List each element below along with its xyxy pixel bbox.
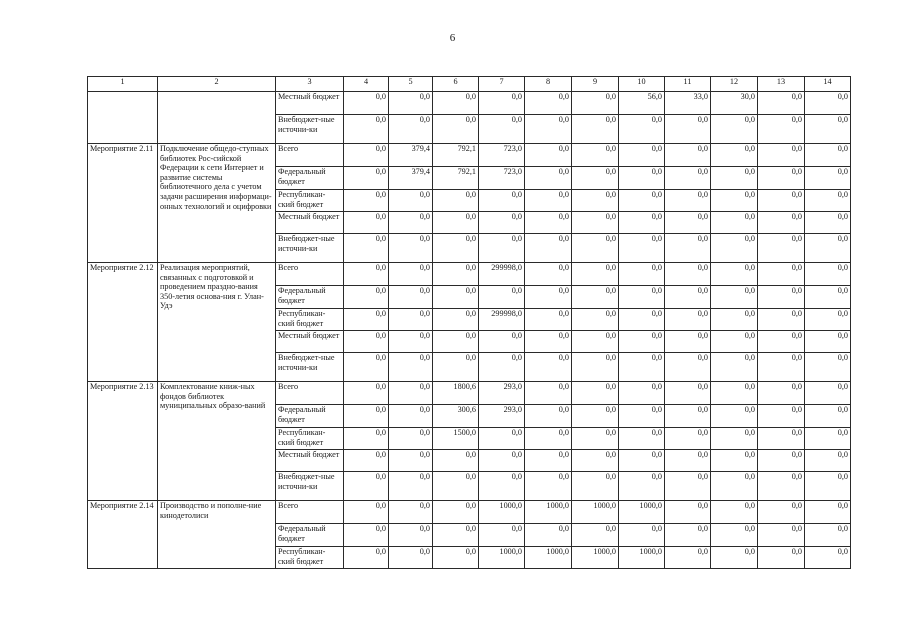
value-cell: 1000,0: [525, 501, 572, 524]
event-code-cell: Мероприятие 2.13: [88, 382, 158, 501]
value-cell: 0,0: [389, 547, 433, 569]
value-cell: 0,0: [758, 405, 805, 428]
value-cell: 1000,0: [525, 547, 572, 569]
budget-table: [87, 76, 851, 569]
value-cell: 0,0: [711, 382, 758, 405]
value-cell: 0,0: [758, 331, 805, 353]
column-header: 5: [389, 77, 433, 92]
value-cell: 0,0: [619, 524, 665, 547]
value-cell: 0,0: [389, 115, 433, 144]
value-cell: 0,0: [389, 382, 433, 405]
value-cell: 1800,6: [433, 382, 479, 405]
value-cell: 30,0: [711, 92, 758, 115]
funding-source-cell: Всего: [276, 501, 344, 524]
value-cell: 0,0: [619, 450, 665, 472]
value-cell: 0,0: [805, 263, 851, 286]
value-cell: 0,0: [711, 115, 758, 144]
value-cell: 0,0: [758, 115, 805, 144]
value-cell: 0,0: [665, 234, 711, 263]
value-cell: 0,0: [711, 190, 758, 212]
column-header: 1: [88, 77, 158, 92]
value-cell: 1000,0: [619, 501, 665, 524]
value-cell: 0,0: [805, 286, 851, 309]
value-cell: 0,0: [433, 309, 479, 331]
value-cell: 0,0: [665, 309, 711, 331]
value-cell: 0,0: [572, 524, 619, 547]
funding-source-cell: Местный бюджет: [276, 92, 344, 115]
value-cell: 0,0: [479, 353, 525, 382]
funding-source-cell: Внебюджет-ные источни-ки: [276, 353, 344, 382]
value-cell: 723,0: [479, 144, 525, 167]
funding-source-cell: Внебюджет-ные источни-ки: [276, 115, 344, 144]
value-cell: 0,0: [389, 524, 433, 547]
value-cell: 0,0: [525, 309, 572, 331]
funding-source-cell: Внебюджет-ные источни-ки: [276, 234, 344, 263]
column-header: 14: [805, 77, 851, 92]
value-cell: 0,0: [344, 263, 389, 286]
value-cell: 0,0: [344, 450, 389, 472]
value-cell: 0,0: [758, 92, 805, 115]
column-header: 2: [158, 77, 276, 92]
value-cell: 0,0: [758, 524, 805, 547]
value-cell: 0,0: [805, 353, 851, 382]
value-cell: 0,0: [619, 309, 665, 331]
value-cell: 0,0: [389, 190, 433, 212]
value-cell: 0,0: [572, 92, 619, 115]
value-cell: 0,0: [479, 428, 525, 450]
value-cell: 0,0: [758, 234, 805, 263]
value-cell: 0,0: [572, 309, 619, 331]
value-cell: 0,0: [344, 428, 389, 450]
value-cell: 0,0: [479, 92, 525, 115]
value-cell: 0,0: [572, 472, 619, 501]
value-cell: 0,0: [433, 286, 479, 309]
value-cell: 0,0: [389, 405, 433, 428]
value-cell: 792,1: [433, 144, 479, 167]
funding-source-cell: Республикан-ский бюджет: [276, 547, 344, 569]
value-cell: 56,0: [619, 92, 665, 115]
event-name-cell: Подключение общедо-ступных библиотек Рос-сийской Федерации к сети Интернет и развитие системы библиотечного дела с учетом задачи расширения информаци-онных технологий и оцифровки: [158, 144, 276, 263]
value-cell: 0,0: [344, 547, 389, 569]
value-cell: 0,0: [711, 286, 758, 309]
value-cell: 0,0: [389, 286, 433, 309]
value-cell: 0,0: [525, 92, 572, 115]
value-cell: 0,0: [344, 286, 389, 309]
value-cell: 0,0: [572, 405, 619, 428]
value-cell: 0,0: [344, 405, 389, 428]
value-cell: 0,0: [665, 353, 711, 382]
value-cell: 0,0: [805, 405, 851, 428]
value-cell: 0,0: [433, 472, 479, 501]
value-cell: 0,0: [758, 428, 805, 450]
value-cell: 0,0: [433, 92, 479, 115]
value-cell: 0,0: [433, 263, 479, 286]
value-cell: 0,0: [572, 144, 619, 167]
value-cell: 0,0: [619, 286, 665, 309]
value-cell: 0,0: [525, 353, 572, 382]
value-cell: 0,0: [344, 234, 389, 263]
value-cell: 0,0: [619, 212, 665, 234]
value-cell: 0,0: [758, 190, 805, 212]
table-row: [88, 382, 851, 405]
value-cell: 0,0: [525, 472, 572, 501]
table-row: [88, 92, 851, 115]
value-cell: 0,0: [758, 167, 805, 190]
value-cell: 0,0: [389, 353, 433, 382]
funding-source-cell: Республикан-ский бюджет: [276, 190, 344, 212]
value-cell: 0,0: [805, 92, 851, 115]
event-name-cell: Производство и пополне-ние кинодетолиси: [158, 501, 276, 569]
value-cell: 0,0: [479, 286, 525, 309]
value-cell: 0,0: [619, 353, 665, 382]
value-cell: 0,0: [758, 501, 805, 524]
value-cell: 0,0: [711, 167, 758, 190]
value-cell: 0,0: [433, 115, 479, 144]
value-cell: 0,0: [711, 501, 758, 524]
value-cell: 0,0: [758, 353, 805, 382]
value-cell: 0,0: [479, 190, 525, 212]
value-cell: 0,0: [665, 286, 711, 309]
value-cell: 0,0: [572, 428, 619, 450]
value-cell: 0,0: [479, 234, 525, 263]
value-cell: 0,0: [525, 382, 572, 405]
funding-source-cell: Федеральный бюджет: [276, 524, 344, 547]
value-cell: 0,0: [479, 472, 525, 501]
value-cell: 0,0: [344, 309, 389, 331]
value-cell: 0,0: [525, 212, 572, 234]
value-cell: 0,0: [619, 331, 665, 353]
value-cell: 0,0: [525, 405, 572, 428]
funding-source-cell: Всего: [276, 382, 344, 405]
value-cell: 0,0: [344, 144, 389, 167]
funding-source-cell: Федеральный бюджет: [276, 405, 344, 428]
value-cell: 1000,0: [479, 547, 525, 569]
value-cell: 0,0: [389, 501, 433, 524]
value-cell: 0,0: [572, 353, 619, 382]
value-cell: 0,0: [711, 524, 758, 547]
event-name-cell: Комплектование книж-ных фондов библиотек муниципальных образо-ваний: [158, 382, 276, 501]
value-cell: 0,0: [525, 286, 572, 309]
value-cell: 0,0: [344, 212, 389, 234]
value-cell: 0,0: [433, 190, 479, 212]
value-cell: 0,0: [665, 263, 711, 286]
value-cell: 0,0: [433, 234, 479, 263]
funding-source-cell: Местный бюджет: [276, 331, 344, 353]
value-cell: 0,0: [525, 115, 572, 144]
value-cell: 0,0: [619, 263, 665, 286]
column-header: 11: [665, 77, 711, 92]
value-cell: 0,0: [525, 234, 572, 263]
value-cell: 0,0: [572, 167, 619, 190]
funding-source-cell: Внебюджет-ные источни-ки: [276, 472, 344, 501]
value-cell: 0,0: [572, 286, 619, 309]
value-cell: 0,0: [525, 190, 572, 212]
value-cell: 0,0: [572, 450, 619, 472]
value-cell: 0,0: [758, 212, 805, 234]
value-cell: 0,0: [344, 92, 389, 115]
value-cell: 0,0: [344, 353, 389, 382]
value-cell: 0,0: [665, 382, 711, 405]
value-cell: 0,0: [572, 331, 619, 353]
funding-source-cell: Федеральный бюджет: [276, 286, 344, 309]
value-cell: 0,0: [805, 472, 851, 501]
value-cell: 0,0: [619, 115, 665, 144]
value-cell: 0,0: [389, 309, 433, 331]
value-cell: 0,0: [344, 524, 389, 547]
value-cell: 0,0: [805, 501, 851, 524]
event-name-cell: Реализация мероприятий, связанных с подготовкой и проведением праздно-вания 350-летия основа-ния г. Улан-Удэ: [158, 263, 276, 382]
value-cell: 792,1: [433, 167, 479, 190]
value-cell: 0,0: [711, 309, 758, 331]
value-cell: 0,0: [805, 234, 851, 263]
value-cell: 0,0: [619, 472, 665, 501]
value-cell: 0,0: [344, 382, 389, 405]
value-cell: 0,0: [805, 547, 851, 569]
continuation-event-cell: [88, 92, 158, 144]
value-cell: 1000,0: [479, 501, 525, 524]
column-header: 10: [619, 77, 665, 92]
value-cell: 0,0: [619, 405, 665, 428]
value-cell: 0,0: [805, 524, 851, 547]
value-cell: 0,0: [665, 547, 711, 569]
page-number: 6: [449, 32, 456, 44]
value-cell: 0,0: [433, 353, 479, 382]
value-cell: 0,0: [619, 167, 665, 190]
column-header: 9: [572, 77, 619, 92]
column-header: 6: [433, 77, 479, 92]
value-cell: 0,0: [665, 212, 711, 234]
value-cell: 0,0: [758, 144, 805, 167]
value-cell: 0,0: [805, 309, 851, 331]
value-cell: 1500,0: [433, 428, 479, 450]
funding-source-cell: Республикан-ский бюджет: [276, 428, 344, 450]
value-cell: 0,0: [619, 382, 665, 405]
value-cell: 0,0: [805, 115, 851, 144]
value-cell: 0,0: [344, 167, 389, 190]
funding-source-cell: Федеральный бюджет: [276, 167, 344, 190]
value-cell: 1000,0: [572, 547, 619, 569]
header-row: [88, 77, 851, 92]
value-cell: 0,0: [525, 428, 572, 450]
value-cell: 0,0: [805, 331, 851, 353]
value-cell: 0,0: [525, 450, 572, 472]
continuation-desc-cell: [158, 92, 276, 144]
value-cell: 300,6: [433, 405, 479, 428]
value-cell: 0,0: [805, 450, 851, 472]
value-cell: 0,0: [665, 405, 711, 428]
value-cell: 1000,0: [572, 501, 619, 524]
event-code-cell: Мероприятие 2.14: [88, 501, 158, 569]
value-cell: 299998,0: [479, 309, 525, 331]
value-cell: 0,0: [619, 428, 665, 450]
value-cell: 0,0: [479, 115, 525, 144]
value-cell: 0,0: [665, 144, 711, 167]
value-cell: 0,0: [805, 167, 851, 190]
value-cell: 0,0: [758, 547, 805, 569]
value-cell: 0,0: [389, 92, 433, 115]
value-cell: 0,0: [805, 428, 851, 450]
value-cell: 0,0: [665, 472, 711, 501]
value-cell: 0,0: [711, 234, 758, 263]
value-cell: 0,0: [389, 450, 433, 472]
value-cell: 0,0: [572, 263, 619, 286]
funding-source-cell: Местный бюджет: [276, 450, 344, 472]
value-cell: 0,0: [711, 353, 758, 382]
value-cell: 0,0: [572, 234, 619, 263]
value-cell: 0,0: [665, 524, 711, 547]
value-cell: 0,0: [344, 331, 389, 353]
funding-source-cell: Всего: [276, 144, 344, 167]
value-cell: 0,0: [711, 428, 758, 450]
funding-source-cell: Местный бюджет: [276, 212, 344, 234]
value-cell: 293,0: [479, 405, 525, 428]
value-cell: 0,0: [758, 472, 805, 501]
value-cell: 0,0: [665, 450, 711, 472]
value-cell: 293,0: [479, 382, 525, 405]
value-cell: 0,0: [479, 212, 525, 234]
value-cell: 0,0: [389, 212, 433, 234]
value-cell: 0,0: [619, 234, 665, 263]
value-cell: 0,0: [665, 115, 711, 144]
value-cell: 0,0: [572, 115, 619, 144]
value-cell: 0,0: [433, 547, 479, 569]
event-code-cell: Мероприятие 2.11: [88, 144, 158, 263]
value-cell: 0,0: [389, 472, 433, 501]
value-cell: 0,0: [711, 144, 758, 167]
value-cell: 299998,0: [479, 263, 525, 286]
column-header: 13: [758, 77, 805, 92]
value-cell: 0,0: [344, 501, 389, 524]
value-cell: 0,0: [479, 450, 525, 472]
value-cell: 33,0: [665, 92, 711, 115]
value-cell: 0,0: [344, 472, 389, 501]
value-cell: 0,0: [711, 405, 758, 428]
value-cell: 0,0: [711, 450, 758, 472]
value-cell: 0,0: [433, 524, 479, 547]
value-cell: 1000,0: [619, 547, 665, 569]
value-cell: 0,0: [619, 144, 665, 167]
table-row: [88, 144, 851, 167]
column-header: 7: [479, 77, 525, 92]
value-cell: 0,0: [758, 450, 805, 472]
value-cell: 0,0: [665, 331, 711, 353]
value-cell: 0,0: [525, 144, 572, 167]
table-row: [88, 263, 851, 286]
value-cell: 0,0: [389, 428, 433, 450]
value-cell: 0,0: [525, 263, 572, 286]
value-cell: 0,0: [479, 331, 525, 353]
value-cell: 0,0: [433, 450, 479, 472]
value-cell: 0,0: [758, 382, 805, 405]
value-cell: 0,0: [758, 309, 805, 331]
value-cell: 0,0: [433, 331, 479, 353]
value-cell: 0,0: [619, 190, 665, 212]
value-cell: 0,0: [479, 524, 525, 547]
value-cell: 0,0: [344, 115, 389, 144]
value-cell: 0,0: [572, 212, 619, 234]
value-cell: 0,0: [711, 547, 758, 569]
value-cell: 0,0: [572, 190, 619, 212]
value-cell: 0,0: [525, 331, 572, 353]
value-cell: 0,0: [805, 382, 851, 405]
value-cell: 0,0: [711, 263, 758, 286]
value-cell: 0,0: [665, 428, 711, 450]
value-cell: 0,0: [433, 501, 479, 524]
funding-source-cell: Республикан-ский бюджет: [276, 309, 344, 331]
value-cell: 0,0: [711, 472, 758, 501]
value-cell: 0,0: [665, 501, 711, 524]
value-cell: 0,0: [758, 263, 805, 286]
value-cell: 0,0: [525, 524, 572, 547]
value-cell: 723,0: [479, 167, 525, 190]
column-header: 8: [525, 77, 572, 92]
table-body: [88, 77, 851, 569]
value-cell: 0,0: [433, 212, 479, 234]
value-cell: 0,0: [711, 212, 758, 234]
event-code-cell: Мероприятие 2.12: [88, 263, 158, 382]
funding-source-cell: Всего: [276, 263, 344, 286]
value-cell: 0,0: [805, 212, 851, 234]
value-cell: 0,0: [389, 234, 433, 263]
value-cell: 0,0: [805, 190, 851, 212]
value-cell: 379,4: [389, 144, 433, 167]
value-cell: 0,0: [525, 167, 572, 190]
value-cell: 0,0: [805, 144, 851, 167]
column-header: 3: [276, 77, 344, 92]
value-cell: 0,0: [711, 331, 758, 353]
table-row: [88, 501, 851, 524]
value-cell: 0,0: [665, 167, 711, 190]
value-cell: 379,4: [389, 167, 433, 190]
value-cell: 0,0: [572, 382, 619, 405]
column-header: 12: [711, 77, 758, 92]
value-cell: 0,0: [389, 263, 433, 286]
value-cell: 0,0: [665, 190, 711, 212]
value-cell: 0,0: [344, 190, 389, 212]
column-header: 4: [344, 77, 389, 92]
value-cell: 0,0: [389, 331, 433, 353]
value-cell: 0,0: [758, 286, 805, 309]
